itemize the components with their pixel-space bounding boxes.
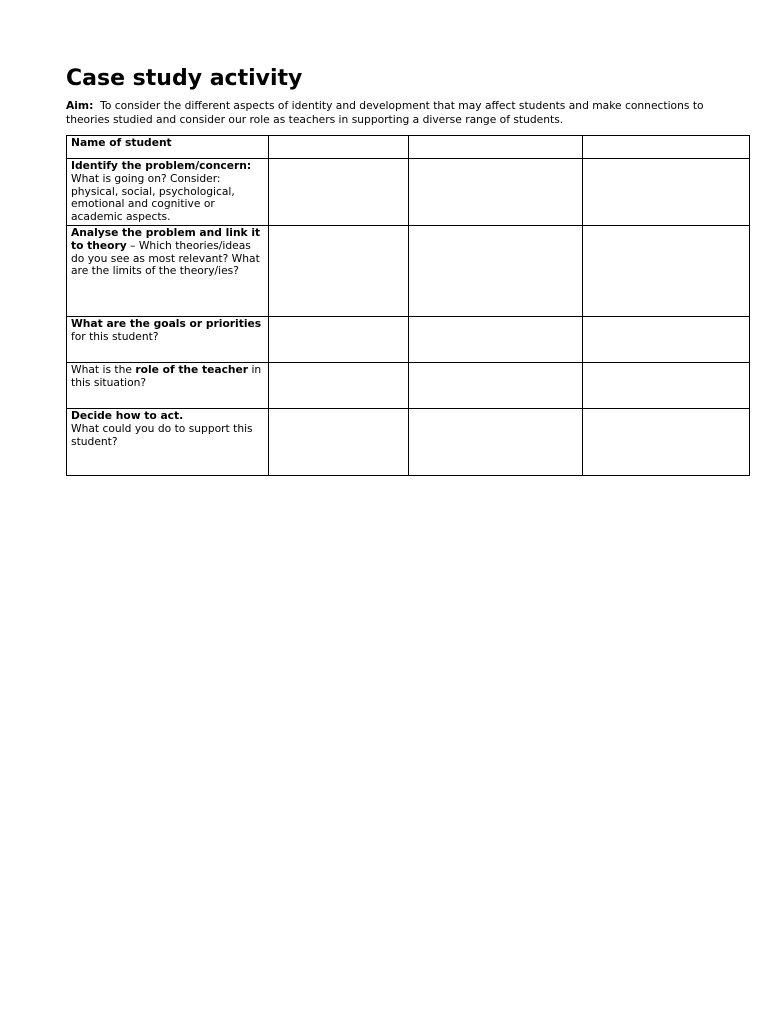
table-cell[interactable] bbox=[409, 159, 583, 226]
table-cell[interactable] bbox=[269, 363, 409, 409]
row-label-decide-how-to-act bbox=[67, 409, 269, 476]
table-row-decide-how-to-act bbox=[67, 409, 750, 476]
table-row-role-of-teacher bbox=[67, 363, 750, 409]
aim-text: To consider the different aspects of identity and development that may affect students and make connections to theories studied and consider our role as teachers in supporting a diverse range of students. bbox=[66, 99, 704, 126]
table-cell[interactable] bbox=[583, 363, 750, 409]
row-label-text: What is going on? Consider: physical, social, psychological, emotional and cognitive or academic aspects. bbox=[71, 171, 235, 224]
table-cell[interactable] bbox=[409, 363, 583, 409]
table-cell[interactable] bbox=[409, 409, 583, 476]
row-label-bold: Analyse the problem and link it to theory bbox=[71, 226, 261, 252]
table-row-analyse-problem bbox=[67, 226, 750, 317]
row-label-text: – Which theories/ideas do you see as most relevant? What are the limits of the theory/ies? bbox=[71, 238, 260, 278]
row-label-bold: Name of student bbox=[71, 136, 172, 149]
table-row-name-of-student bbox=[67, 136, 750, 159]
row-label-bold: What are the goals or priorities bbox=[71, 317, 262, 330]
table-row-goals bbox=[67, 317, 750, 363]
table-cell[interactable] bbox=[583, 136, 750, 159]
row-label-bold: Identify the problem/concern: bbox=[71, 159, 252, 172]
row-label-bold: Decide how to act. bbox=[71, 409, 184, 422]
table-cell[interactable] bbox=[583, 226, 750, 317]
row-label-name-of-student bbox=[67, 136, 269, 159]
table-cell[interactable] bbox=[269, 226, 409, 317]
row-label-analyse-problem bbox=[67, 226, 269, 317]
row-label-text: What could you do to support this student? bbox=[71, 421, 253, 448]
table-cell[interactable] bbox=[269, 159, 409, 226]
table-cell[interactable] bbox=[583, 317, 750, 363]
row-label-text: in this situation? bbox=[71, 363, 262, 389]
table-cell[interactable] bbox=[409, 226, 583, 317]
table-cell[interactable] bbox=[583, 159, 750, 226]
table-cell[interactable] bbox=[409, 317, 583, 363]
row-label-pre: What is the bbox=[71, 363, 136, 376]
table-cell[interactable] bbox=[583, 409, 750, 476]
page-title: Case study activity bbox=[66, 66, 303, 91]
table-row-identify-problem bbox=[67, 159, 750, 226]
row-label-bold: role of the teacher bbox=[135, 363, 249, 376]
table-cell[interactable] bbox=[269, 317, 409, 363]
aim-paragraph bbox=[66, 99, 706, 127]
row-label-role-of-teacher bbox=[67, 363, 269, 409]
table-cell[interactable] bbox=[409, 136, 583, 159]
row-label-text: for this student? bbox=[71, 329, 159, 343]
aim-label: Aim: bbox=[66, 99, 94, 112]
case-study-table bbox=[66, 135, 750, 476]
row-label-identify-problem bbox=[67, 159, 269, 226]
table-cell[interactable] bbox=[269, 136, 409, 159]
table-cell[interactable] bbox=[269, 409, 409, 476]
row-label-goals bbox=[67, 317, 269, 363]
